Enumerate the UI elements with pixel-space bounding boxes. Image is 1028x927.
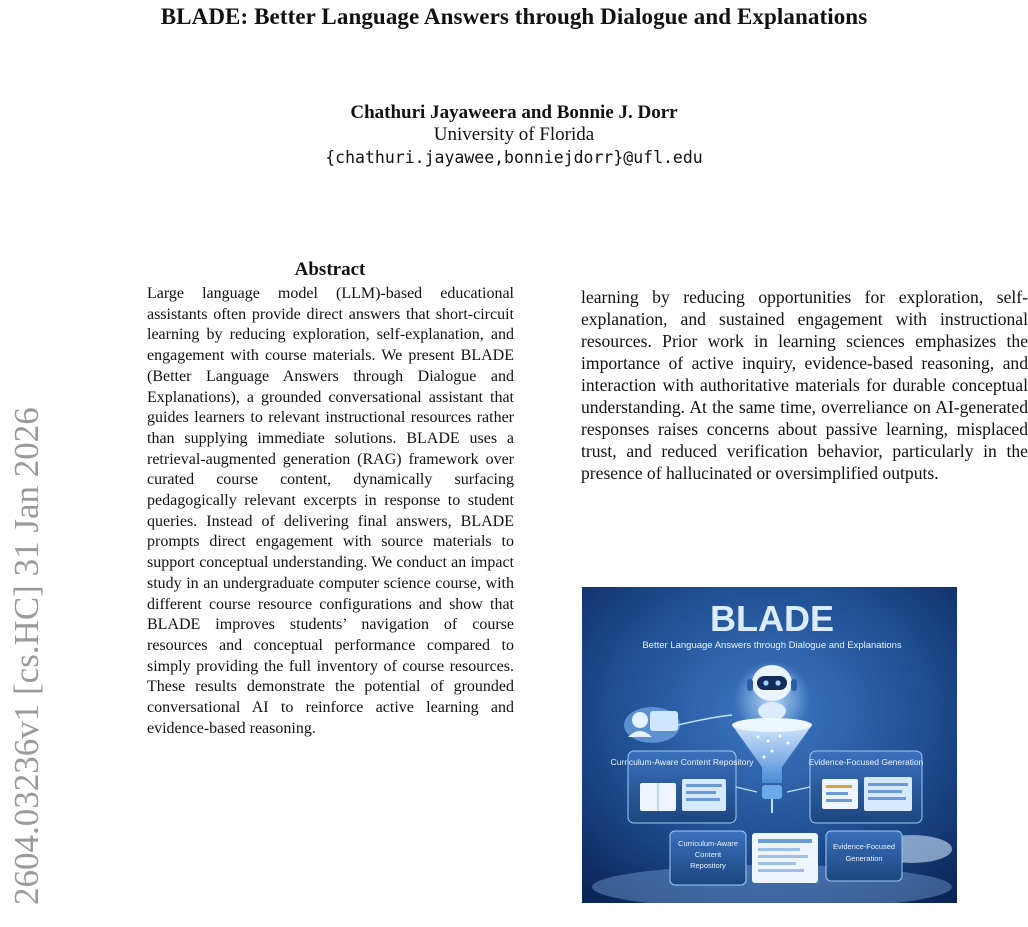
small-left-line2: Content [694,850,722,859]
small-right-line2: Generation [845,854,883,863]
small-left-line1: Curriculum-Aware [678,839,738,848]
small-generation-box [826,831,902,881]
paper-title: BLADE: Better Language Answers through Dialogue and Explanations [160,4,868,29]
intro-continuation: learning by reducing opportunities for exploration, self-explanation, and sustained engagement with instructional resources. Prior work in learning sciences emphasizes the importance of active inquiry, evidence-based reasoning, and interaction with authoritative materials for durable conceptual understanding. At the same time, overreliance on AI-generated responses raises concerns about passive learning, misplaced trust, and reduced verification behavior, particularly in the presence of hallucinated or oversimplified outputs. [581,287,1028,483]
abstract-text: Large language model (LLM)-based educational assistants often provide direct answers that short-circuit learning by reducing exploration, self-explanation, and engagement with course materials. We present BLADE (Better Language Answers through Dialogue and Explanations), a grounded conversational assistant that guides learners to relevant instructional resources rather than supplying immediate solutions. BLADE uses a retrieval-augmented generation (RAG) framework over curated course content, dynamically surfacing pedagogically relevant excerpts in response to student queries. Instead of delivering final answers, BLADE prompts direct engagement with source materials to support conceptual understanding. We conduct an impact study in an undergraduate computer science course, with different course resource configurations and show that BLADE improves students’ navigation of course resources and conceptual performance compared to simply providing the full inventory of course resources. These results demonstrate the potential of grounded conversational AI to reinforce active learning and evidence-based reasoning. [147,285,514,737]
small-repository-box [670,831,746,885]
figure-illustration [582,587,957,903]
abstract-heading: Abstract [294,259,366,280]
paper-affiliation: University of Florida [433,124,595,145]
box-right-label: Evidence-Focused Generation [808,757,924,767]
small-right-line1: Evidence-Focused [832,842,896,851]
figure-subtitle: Better Language Answers through Dialogue and Explanations [642,640,902,651]
arxiv-stamp [0,267,46,907]
paper-authors: Chathuri Jayaweera and Bonnie J. Dorr [350,102,678,123]
paper-email: {chathuri.jayawee,bonniejdorr}@ufl.edu [325,148,703,167]
small-left-line3: Repository [690,861,726,870]
figure-logo: BLADE [710,598,834,639]
evidence-generation-box [809,751,924,823]
document-preview-icon [752,833,818,883]
box-left-label: Curriculum-Aware Content Repository [610,757,754,767]
blade-overview-figure [582,587,957,903]
arxiv-stamp-text: 2604.03236v1 [cs.HC] 31 Jan 2026 [7,407,46,905]
content-repository-box [611,751,755,823]
